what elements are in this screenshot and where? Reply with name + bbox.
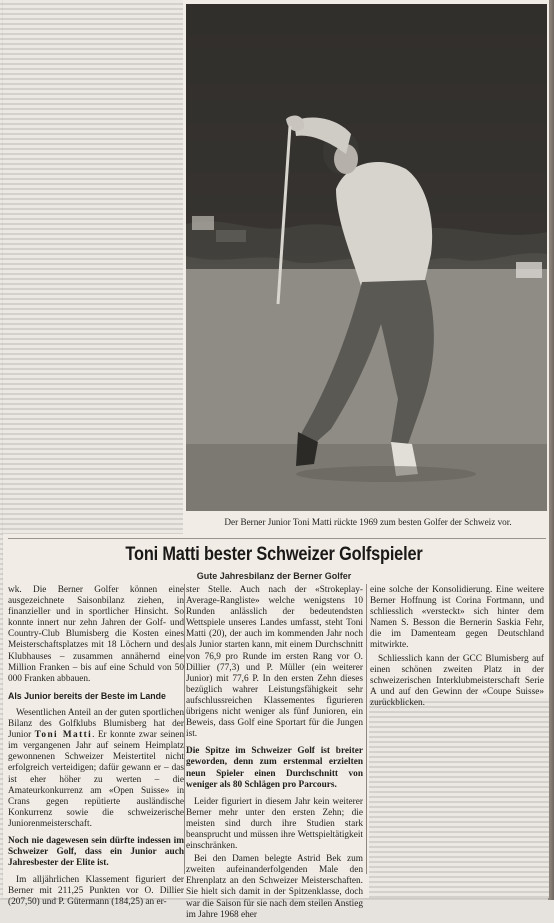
article-subheadline: Gute Jahresbilanz der Berner Golfer (196, 571, 352, 581)
article-headline: Toni Matti bester Schweizer Golfspieler (125, 544, 423, 565)
paragraph: Bei den Damen belegte Astrid Bek zum zweiten aufeinanderfolgenden Male den Ehrenplatz an den Schweizer Meisterschaften. Sie hielt sich damit in der Spitzenklasse, doch war die Saison für sie nach dem steilen Anstieg im Jahre 1968 eher (186, 854, 363, 920)
article-column-1 (8, 585, 184, 911)
golfer-photo-illustration (186, 4, 547, 511)
bold-paragraph: Noch nie dagewesen sein dürfte indessen im Schweizer Golf, dass ein Junior auch Jahresbester der Elite ist. (8, 835, 184, 869)
background-gap-bottom-right (369, 698, 549, 898)
subheading: Als Junior bereits der Beste im Lande (8, 690, 166, 701)
article-column-3 (370, 585, 544, 711)
column-divider-1 (184, 584, 185, 874)
column-divider-2 (366, 584, 367, 874)
paragraph: ster Stelle. Auch nach der «Strokeplay-Average-Rangliste» welche wenigstens 10 Runden anlässlich der bedeutendsten Wettspiele unseres Landes umfasst, steht Toni Matti (20), der auch im kommenden Jahr noch als Junior starten kann, mit einem Durchschnitt von 76,9 pro Runde im ersten Rang vor O. Dillier (77,3) und P. Müller (ein weiterer Junior) mit 77,6 P. In den ersten Zehn dieses bezüglich wahrer Leistungsfähigkeit sehr aufschlussreichen Klassementes figurieren übrigens nicht weniger als fünf Junioren, ein Beweis, dass Golf eine Sportart für die Jungen ist. (186, 585, 363, 740)
bold-paragraph: Die Spitze im Schweizer Golf ist breiter geworden, denn zum erstenmal erzielten neun Spieler einen Durchschnitt von weniger als 80 Schlägen pro Parcours. (186, 746, 363, 790)
background-gap-top-left (3, 0, 183, 534)
paragraph-text: Wesentlichen Anteil an der guten sportlichen Bilanz des Golfklubs Blumisberg hat der Junior (8, 707, 184, 741)
paragraph: Leider figuriert in diesem Jahr kein weiterer Berner mehr unter den ersten Zehn; die meisten sind durch ihre Studien stark beansprucht und müssen ihre Wettspieltätigkeit einschränken. (186, 796, 363, 852)
paragraph: Schliesslich kann der GCC Blumisberg auf einen schönen zweiten Platz in der schweizerischen Interklubmeisterschaft Serie A und auf den Gewinn der «Coupe Suisse» zurückblicken. (370, 653, 544, 708)
paragraph (8, 708, 184, 830)
article-column-2 (186, 585, 363, 923)
paragraph-text: . Er konnte zwar seinen im vergangenen Jahr auf seinem Heimplatz gewonnenen Schweizer Meistertitel nicht erfolgreich verteidigen; dafür gewann er – das ist eher höher zu werten – die Amateurkonkurrenz am «Open Suisse» in Crans gegen repütierte ausländische Konkurrenz sowie die schweizerische Juniorenmeisterschaft. (8, 730, 184, 829)
paragraph: eine solche der Konsolidierung. Eine weitere Berner Hoffnung ist Corina Fortmann, und schliesslich «versteckt» sich hinter dem Namen S. Besson die Bernerin Saskia Fehr, die im Damenteam gegen Deutschland mitwirkte. (370, 585, 544, 651)
photo-caption: Der Berner Junior Toni Matti rückte 1969 zum besten Golfer der Schweiz vor. (224, 517, 512, 527)
player-name: Toni Matti (34, 730, 93, 741)
top-divider (8, 538, 546, 539)
paragraph: Im alljährlichen Klassement figuriert der Berner mit 211,25 Punkten vor O. Dillier (207,50) und P. Gütermann (184,25) an er- (8, 875, 184, 908)
golfer-photo (186, 4, 547, 511)
paragraph: wk. Die Berner Golfer können eine ausgezeichnete Saisonbilanz ziehen, in finanzieller und in sportlicher Hinsicht. So konnte innert nur zehn Jahren der Golf- und Country-Club Blumisberg die Kosten eines Meisterschaftsplatzes mit 18 Löchern und des Klubhauses – zusammen annähernd eine Million Franken – bis auf eine Schuld von 50 000 Franken abbauen. (8, 585, 184, 684)
